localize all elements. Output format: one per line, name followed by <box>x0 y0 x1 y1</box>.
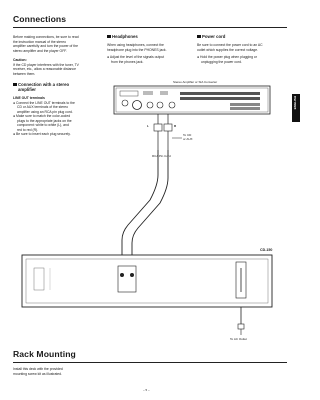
rca-cord-label: RCA Pin Cord <box>152 154 171 158</box>
plug-l-label: L <box>147 124 149 128</box>
caution-line: receiver, etc., allow a reasonable distance <box>13 67 76 71</box>
amp-section-body: LINE OUT terminals ● Connect the LINE OUT terminals to the CD or AUX terminals of the stereo amplifier using an RCA pin plug cord. ● Make sure to match the color-coded plugs to the appropriate jacks on the component: white to white (L), and red to red (R). ● Be sure to insert each plug securely. <box>13 96 75 136</box>
ac-outlet-label: To AC Outlet <box>230 337 247 341</box>
headphones-heading: Headphones <box>107 34 138 39</box>
language-tab: ENGLISH <box>292 94 300 122</box>
line-out-subheading: LINE OUT terminals <box>13 96 45 100</box>
power-cord-body: Be sure to connect the power cord to an AC outlet which supplies the correct voltage. ● Hold the power plug when plugging or unplugging the power cord. <box>197 43 263 64</box>
caution-line: between them. <box>13 71 36 76</box>
rack-mounting-body: Install this deck with the provided mounting screw kit as illustrated. <box>13 367 63 376</box>
headphones-body: When using headphones, connect the headphone plug into the PHONES jack. ● Adjust the level of the signals output from the phones jack. <box>107 43 167 64</box>
model-label: CD-150 <box>260 248 273 252</box>
amp-label: Stereo Amplifier or SIA Converter <box>173 80 218 84</box>
power-cord-heading: Power cord <box>197 34 225 39</box>
cd-player-rear <box>22 255 272 307</box>
amp-section-heading: Connection with a stereo amplifier <box>13 82 69 92</box>
intro-line: Before making connections, be sure to read <box>13 35 79 39</box>
intro-line: amplifier carefully and turn the power of the <box>13 44 79 48</box>
intro-line: the instruction manual of the stereo <box>13 39 66 44</box>
page-number: – 5 – <box>143 388 150 392</box>
rack-mounting-title: Rack Mounting <box>13 349 76 359</box>
rack-mounting-rule <box>13 362 287 363</box>
connections-title: Connections <box>13 14 67 24</box>
caution-heading: Caution: <box>13 58 27 62</box>
amplifier-unit <box>114 86 270 114</box>
intro-line: stereo amplifier and the player OFF. <box>13 48 67 53</box>
to-cd-label: To CD or AUX <box>183 133 193 141</box>
caution-line: If the CD player interferes with the tuner, TV <box>13 62 79 67</box>
plug-r-label: R <box>174 124 177 128</box>
